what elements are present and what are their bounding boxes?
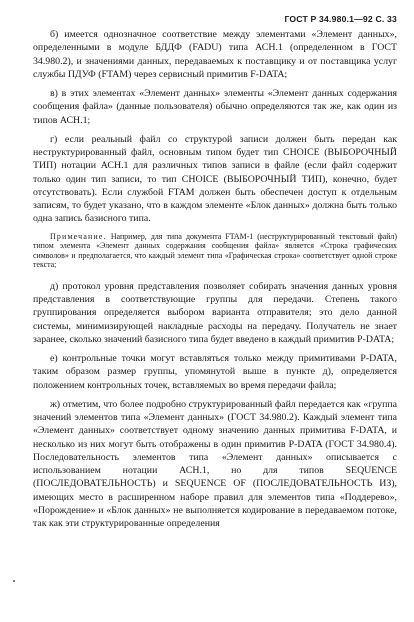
note bbox=[33, 232, 397, 270]
paragraph-b: б) имеется однозначное соответствие между элементами «Элемент данных», определенными в модуле БДДФ (FADU) типа АСН.1 (определенном в ГОСТ 34.980.2), и значениями данных, передаваемых к поставщику и от поставщика услуг службы ПДУФ (FTAM) через сервисный примитив F-DATA; bbox=[33, 29, 397, 80]
note-label: Примечание. bbox=[50, 231, 107, 241]
paragraph-v: в) в этих элементах «Элемент данных» элементы «Элемент данных содержания сообщения файла» (данные пользователя) обычно определяются так же, как один из типов АСН.1; bbox=[33, 88, 397, 126]
paragraph-zh: ж) отметим, что более подробно структурированный файл передается как «группа значений элементов типа «Элемент данных» (ГОСТ 34.980.2). Каждый элемент типа «Элемент данных» соответствует одному значению данных примитива F-DATA, и несколько из них могут быть отображены в один примитив P-DATA (ГОСТ 34.980.4). Последовательность элементов типа «Элемент данных» описывается с использованием нотации АСН.1, но для типов SEQUENCE (ПОСЛЕДОВАТЕЛЬНОСТЬ) и SEQUENCE OF (ПОСЛЕДОВАТЕЛЬНОСТЬ ИЗ), имеющих место в расширенном наборе правил для элементов типа «Поддерево», «Порождение» и «Блок данных» не выполняется кодирование в передаваемом потоке, так как эти структурированные определения bbox=[33, 398, 397, 530]
scan-speck bbox=[13, 580, 15, 582]
note-text: Например, для типа документа FTAM-1 (неструктурированный текстовый файл) типом элемента «Элемент данных содержания сообщения файла» является «Строка графических символов» и предполагается, что каждый элемент типа «Графическая строка» соответствует одной строке текста; bbox=[33, 231, 397, 270]
page-header: ГОСТ Р 34.980.1—92 С. 33 bbox=[284, 14, 397, 24]
paragraph-d: д) протокол уровня представления позволяет собирать значения данных уровня представления в соответствующие группы для передачи. Степень такого группирования определяется выбором варианта отправителя; это дело данной системы, минимизирующей накладные расходы на передачу. Получатель не знает заранее, сколько значений базисного типа будет введено в каждый примитив P-DATA; bbox=[33, 280, 397, 345]
paragraph-g: г) если реальный файл со структурой записи должен быть передан как неструктурированный файл, основным типом будет тип CHOICE (ВЫБОРОЧНЫЙ ТИП) нотации АСН.1 для различных типов записи в файле (если файл содержит только один тип записи, то тип CHOICE (ВЫБОРОЧНЫЙ ТИП), конечно, будет отсутствовать). Если службой FTAM должен быть обеспечен доступ к отдельным записям, то будет указано, что в каждом элементе «Блок данных» должна быть только одна запись базисного типа. bbox=[33, 133, 397, 225]
paragraph-e: е) контрольные точки могут вставляться только между примитивами P-DATA, таким образом размер группы, упомянутой выше в пункте д), определяется положением контрольных точек, вставляемых во время передачи файла; bbox=[33, 353, 397, 391]
